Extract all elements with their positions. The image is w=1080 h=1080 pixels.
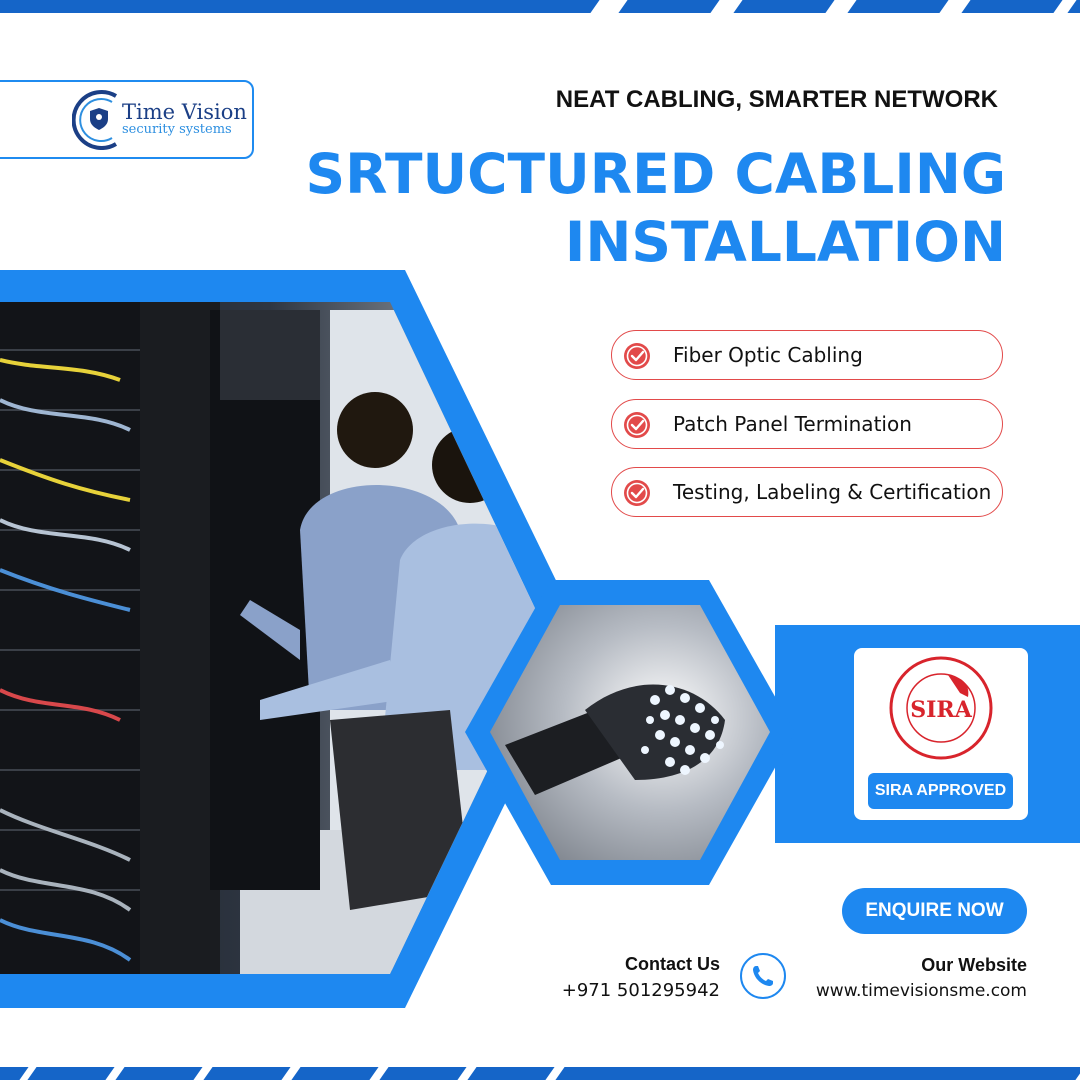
feature-item (611, 330, 1003, 380)
fiber-optic-cable-photo (465, 580, 795, 885)
headline (280, 140, 1006, 276)
feature-item (611, 399, 1003, 449)
feature-label: Testing, Labeling & Certification (673, 480, 992, 504)
sira-logo-text: SIRA (910, 697, 972, 723)
feature-label: Fiber Optic Cabling (673, 343, 863, 367)
website-label: Our Website (921, 955, 1027, 975)
headline-line-1: SRTUCTURED CABLING (305, 142, 1006, 206)
enquire-now-button[interactable]: ENQUIRE NOW (842, 888, 1027, 934)
sira-logo (888, 655, 994, 761)
top-stripes (0, 0, 1080, 13)
feature-item (611, 467, 1003, 517)
brand-name: Time Vision (122, 100, 247, 124)
headline-line-2: INSTALLATION (564, 210, 1006, 274)
feature-label: Patch Panel Termination (673, 412, 912, 436)
check-circle-icon (623, 479, 651, 507)
sira-approved-badge: SIRA APPROVED (868, 773, 1013, 809)
tagline: NEAT CABLING, SMARTER NETWORK (555, 86, 998, 113)
phone-icon[interactable] (740, 953, 786, 999)
brand-logo-icon (72, 88, 128, 150)
website-link[interactable]: www.timevisionsme.com (815, 981, 1027, 1001)
brand-tagline: security systems (122, 122, 232, 137)
bottom-stripes (0, 1067, 1080, 1080)
check-circle-icon (623, 411, 651, 439)
contact-phone[interactable]: +971 501295942 (561, 980, 720, 1001)
check-circle-icon (623, 342, 651, 370)
contact-label: Contact Us (624, 954, 720, 974)
